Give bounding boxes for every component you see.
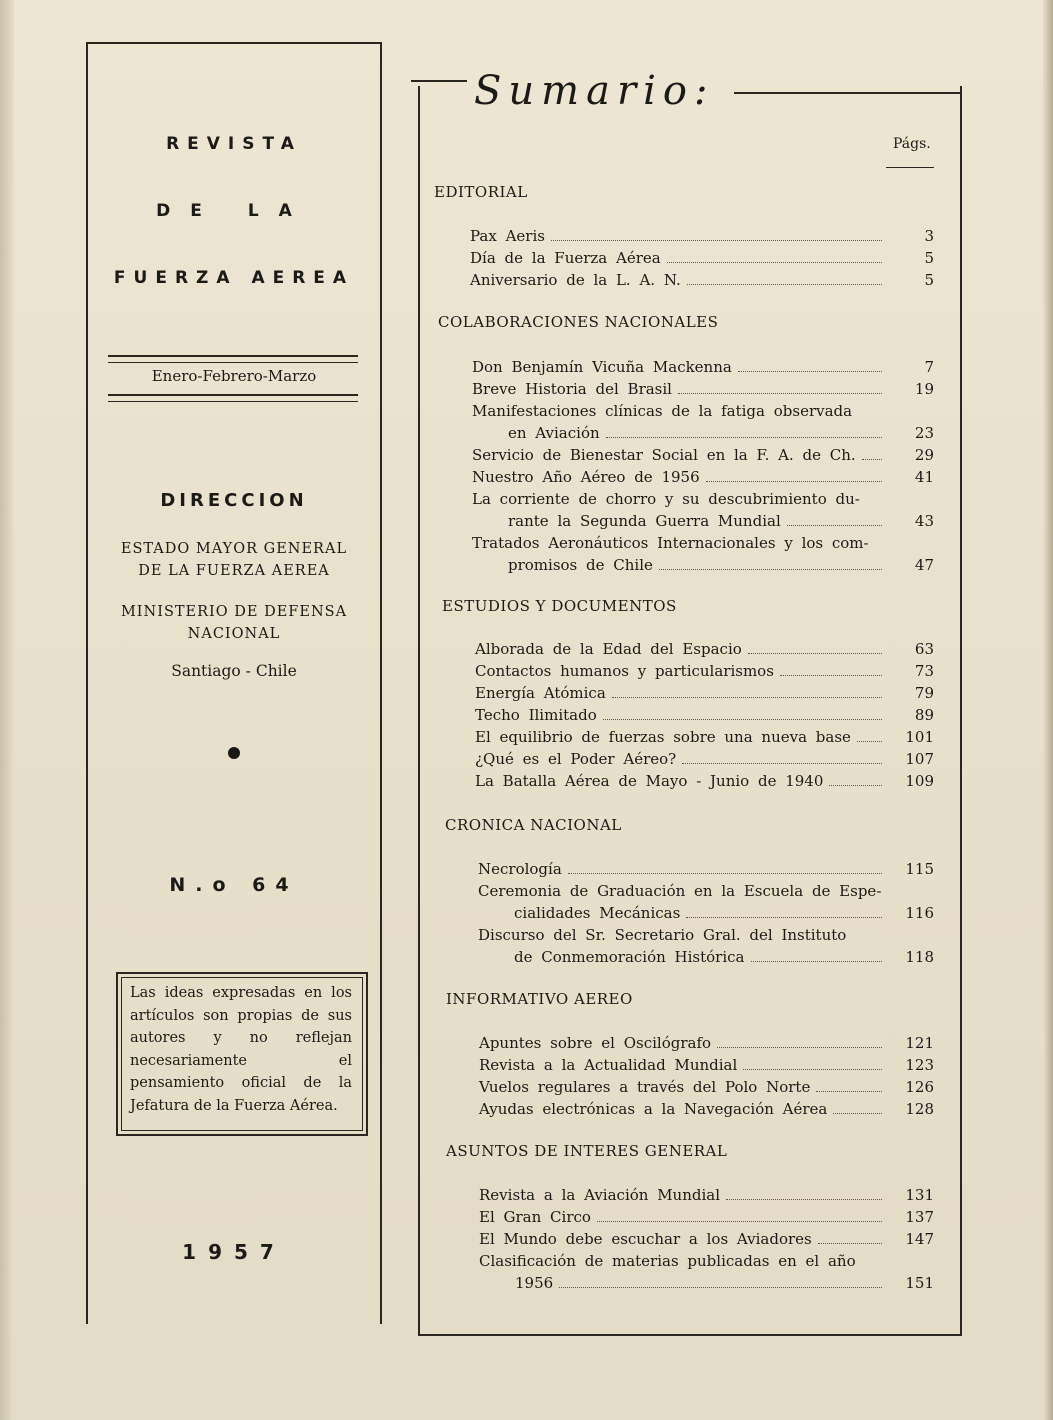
toc-entry-title: Servicio de Bienestar Social en la F. A. de Ch. — [472, 446, 856, 464]
masthead-title-line1: REVISTA — [166, 134, 302, 154]
leader-dots — [787, 525, 882, 526]
section-entries — [470, 225, 934, 291]
toc-entry-title: El Gran Circo — [479, 1208, 591, 1226]
section-heading: CRONICA NACIONAL — [445, 816, 622, 834]
section-entries — [479, 1184, 934, 1294]
toc-entry-title: Tratados Aeronáuticos Internacionales y los com- — [472, 534, 869, 552]
toc-entry — [479, 1098, 934, 1120]
toc-page-number: 115 — [905, 860, 934, 878]
toc-page-number: 137 — [905, 1208, 934, 1226]
toc-page-number: 29 — [914, 446, 934, 464]
toc-entry-title: Alborada de la Edad del Espacio — [475, 640, 742, 658]
direction-body-1 — [88, 538, 380, 582]
summary-title: Sumario: — [474, 68, 715, 114]
section-heading: COLABORACIONES NACIONALES — [438, 313, 719, 331]
toc-entry — [479, 1076, 934, 1098]
toc-page-number: 79 — [914, 684, 934, 702]
issue-year: 1957 — [182, 1240, 286, 1264]
toc-entry-title-continued: en Aviación — [508, 424, 600, 442]
toc-page-number: 107 — [905, 750, 934, 768]
disclaimer-text: Las ideas expresadas en los artículos son propias de sus autores y no reflejan necesariamente el pensamiento oficial de la Jefatura de la Fuerza Aérea. — [130, 985, 352, 1114]
toc-entry-title-continued: de Conmemoración Histórica — [514, 948, 745, 966]
leader-dots — [816, 1091, 882, 1092]
section-entries — [472, 356, 934, 576]
leader-dots — [667, 262, 882, 263]
leader-dots — [818, 1243, 882, 1244]
leader-dots — [780, 675, 882, 676]
leader-dots — [659, 569, 882, 570]
toc-entry — [475, 682, 934, 704]
toc-entry-line — [479, 1250, 886, 1272]
toc-entry — [475, 704, 934, 726]
leader-dots — [726, 1199, 882, 1200]
toc-entry — [475, 660, 934, 682]
toc-entry — [479, 1228, 934, 1250]
toc-entry — [478, 858, 934, 880]
toc-entry-title: Contactos humanos y particularismos — [475, 662, 774, 680]
toc-entry-line — [478, 924, 886, 946]
toc-entry-title: ¿Qué es el Poder Aéreo? — [475, 750, 677, 768]
toc-entry — [470, 225, 934, 247]
toc-entry-title: Ayudas electrónicas a la Navegación Aérea — [479, 1100, 828, 1118]
toc-page-number: 73 — [914, 662, 934, 680]
leader-dots — [857, 741, 882, 742]
section-heading: ASUNTOS DE INTERES GENERAL — [446, 1142, 728, 1160]
section-heading: INFORMATIVO AEREO — [446, 990, 633, 1008]
toc-page-number: 43 — [914, 512, 934, 530]
section-entries — [479, 1032, 934, 1120]
toc-entry-title: Energía Atómica — [475, 684, 606, 702]
masthead-title-line3: FUERZA AEREA — [113, 268, 355, 288]
toc-entry-title-continued: cialidades Mecánicas — [514, 904, 681, 922]
toc-entry-title: La Batalla Aérea de Mayo - Junio de 1940 — [475, 772, 824, 790]
toc-entry-line — [472, 400, 886, 422]
toc-entry — [475, 726, 934, 748]
toc-entry — [472, 510, 934, 532]
toc-entry-title: Don Benjamín Vicuña Mackenna — [472, 358, 732, 376]
toc-page-number: 41 — [914, 468, 934, 486]
toc-entry — [479, 1184, 934, 1206]
bullet-dot-icon — [228, 747, 240, 759]
toc-page-number: 131 — [905, 1186, 934, 1204]
leader-dots — [559, 1287, 882, 1288]
divider-bottom — [108, 394, 358, 402]
leader-dots — [687, 284, 882, 285]
toc-entry — [475, 638, 934, 660]
leader-dots — [706, 481, 882, 482]
toc-page-number: 128 — [905, 1100, 934, 1118]
toc-page-number: 5 — [924, 249, 934, 267]
toc-entry-title: Clasificación de materias publicadas en el año — [479, 1252, 856, 1270]
issue-dates: Enero-Febrero-Marzo — [151, 367, 317, 385]
toc-entry-title: El equilibrio de fuerzas sobre una nueva base — [475, 728, 851, 746]
toc-entry-title: Breve Historia del Brasil — [472, 380, 672, 398]
pages-label-underline — [886, 167, 934, 168]
section-entries — [475, 638, 934, 792]
direction-heading: DIRECCION — [160, 490, 308, 511]
title-rule-left — [411, 80, 467, 82]
leader-dots — [612, 697, 882, 698]
toc-entry — [479, 1272, 934, 1294]
toc-page-number: 3 — [924, 227, 934, 245]
toc-entry — [472, 356, 934, 378]
issue-number: N.o 64 — [169, 874, 299, 896]
toc-entry — [475, 770, 934, 792]
leader-dots — [603, 719, 882, 720]
toc-page-number: 19 — [914, 380, 934, 398]
leader-dots — [833, 1113, 882, 1114]
toc-page-number: 47 — [914, 556, 934, 574]
page-edge-left — [0, 0, 14, 1420]
toc-entry-title-continued: rante la Segunda Guerra Mundial — [508, 512, 781, 530]
toc-entry — [472, 554, 934, 576]
leader-dots — [717, 1047, 882, 1048]
toc-page-number: 147 — [905, 1230, 934, 1248]
toc-page-number: 89 — [914, 706, 934, 724]
toc-entry — [472, 422, 934, 444]
direction-line: DE LA FUERZA AEREA — [138, 563, 330, 579]
leader-dots — [862, 459, 882, 460]
toc-entry-title: Discurso del Sr. Secretario Gral. del Instituto — [478, 926, 847, 944]
toc-entry-title: Aniversario de la L. A. N. — [470, 271, 681, 289]
toc-entry-title: Pax Aeris — [470, 227, 545, 245]
toc-entry-title: Día de la Fuerza Aérea — [470, 249, 661, 267]
toc-entry — [472, 444, 934, 466]
direction-line: ESTADO MAYOR GENERAL — [120, 541, 348, 557]
toc-entry-title: Techo Ilimitado — [475, 706, 597, 724]
page-edge-right — [1043, 0, 1053, 1420]
toc-entry-title: El Mundo debe escuchar a los Aviadores — [479, 1230, 812, 1248]
leader-dots — [686, 917, 882, 918]
toc-entry — [470, 269, 934, 291]
toc-entry-title: Necrología — [478, 860, 562, 878]
masthead-column — [86, 42, 382, 1324]
toc-entry-line — [472, 532, 886, 554]
leader-dots — [597, 1221, 882, 1222]
toc-page-number: 126 — [905, 1078, 934, 1096]
toc-entry — [478, 946, 934, 968]
toc-page-number: 7 — [924, 358, 934, 376]
disclaimer-box — [116, 972, 368, 1136]
leader-dots — [682, 763, 882, 764]
toc-entry-title-continued: 1956 — [515, 1274, 554, 1292]
toc-entry-title: Apuntes sobre el Oscilógrafo — [479, 1034, 712, 1052]
section-heading: ESTUDIOS Y DOCUMENTOS — [442, 597, 677, 615]
toc-entry — [472, 378, 934, 400]
toc-entry — [472, 466, 934, 488]
toc-page-number: 123 — [905, 1056, 934, 1074]
toc-page-number: 5 — [924, 271, 934, 289]
toc-page-number: 121 — [905, 1034, 934, 1052]
ministry-line: NACIONAL — [187, 626, 281, 642]
leader-dots — [551, 240, 882, 241]
toc-page-number: 116 — [905, 904, 934, 922]
toc-page-number: 151 — [905, 1274, 934, 1292]
toc-page-number: 118 — [905, 948, 934, 966]
leader-dots — [743, 1069, 882, 1070]
toc-entry-title: Manifestaciones clínicas de la fatiga observada — [472, 402, 853, 420]
toc-entry-title: Nuestro Año Aéreo de 1956 — [472, 468, 700, 486]
toc-entry-title: La corriente de chorro y su descubrimiento du- — [472, 490, 860, 508]
leader-dots — [568, 873, 882, 874]
city-label: Santiago - Chile — [171, 662, 297, 680]
toc-entry-title: Vuelos regulares a través del Polo Norte — [479, 1078, 811, 1096]
ministry-line: MINISTERIO DE DEFENSA — [120, 604, 348, 620]
leader-dots — [738, 371, 882, 372]
toc-entry-line — [472, 488, 886, 510]
toc-entry — [478, 902, 934, 924]
section-heading: EDITORIAL — [434, 183, 528, 201]
leader-dots — [606, 437, 882, 438]
masthead-title-line2: DE LA — [156, 201, 312, 221]
leader-dots — [748, 653, 882, 654]
toc-page-number: 63 — [914, 640, 934, 658]
toc-entry-line — [478, 880, 886, 902]
section-entries — [478, 858, 934, 968]
pages-column-label: Págs. — [893, 136, 931, 152]
toc-page-number: 109 — [905, 772, 934, 790]
toc-entry-title: Revista a la Actualidad Mundial — [479, 1056, 738, 1074]
leader-dots — [678, 393, 882, 394]
toc-page-number: 23 — [914, 424, 934, 442]
toc-entry — [479, 1054, 934, 1076]
divider-top — [108, 355, 358, 363]
ministry-block — [88, 601, 380, 645]
toc-entry — [475, 748, 934, 770]
toc-entry — [479, 1206, 934, 1228]
toc-entry-title-continued: promisos de Chile — [508, 556, 653, 574]
leader-dots — [829, 785, 882, 786]
leader-dots — [751, 961, 883, 962]
toc-entry-title: Ceremonia de Graduación en la Escuela de Espe- — [478, 882, 882, 900]
toc-page-number: 101 — [905, 728, 934, 746]
toc-entry — [479, 1032, 934, 1054]
toc-entry — [470, 247, 934, 269]
toc-entry-title: Revista a la Aviación Mundial — [479, 1186, 721, 1204]
